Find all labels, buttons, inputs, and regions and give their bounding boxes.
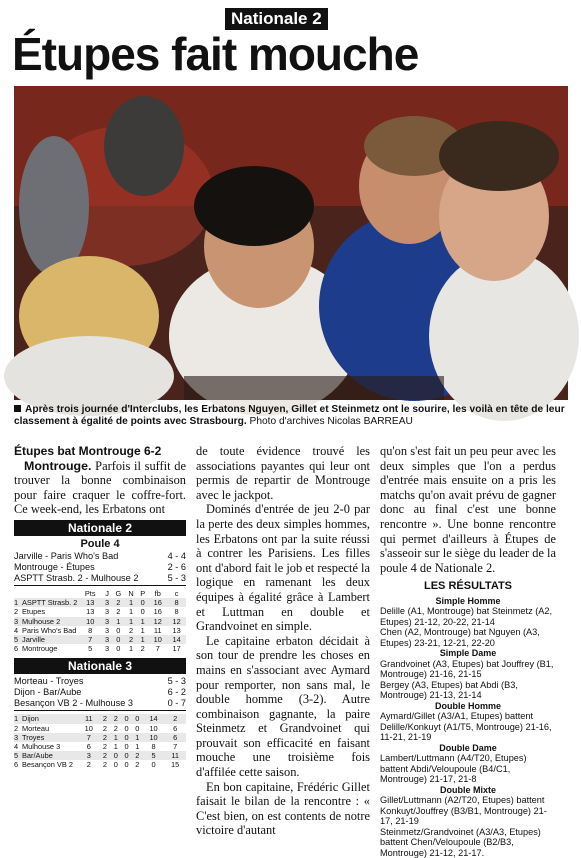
article-paragraph: Le capitaine erbaton décidait à son tour de prendre les choses en mains en s'associant avec Aymard pour remporter, non sans mal, le double homme (3-2). Autre combinaison gagnante, la paire Steinmetz et Grandvoinet qui prouvait son efficacité en faisant mouche une troisième fois d'affilée cette saison. <box>196 633 370 780</box>
match-result: Chen (A2, Montrouge) bat Nguyen (A3, Etupes) 23-21, 12-21, 22-20 <box>380 627 540 648</box>
section-bar-n3: Nationale 3 <box>14 658 186 674</box>
article-paragraph: qu'on s'est fait un peu peur avec les deux simples que l'on a perdus d'entrée mais ensuite on a pris les matchs qu'on avait prévu de gagner donc au final c'est une bonne rencontre ». Une bonne rencontre qui permet d'ailleurs à Étupes de s'asseoir sur le siège du leader de la poule 4 de Nationale 2. <box>380 444 556 575</box>
match-result: Grandvoinet (A3, Etupes) bat Jouffrey (B1, Montrouge) 21-16, 21-15 <box>380 658 554 680</box>
results-box-title: LES RÉSULTATS <box>424 580 512 593</box>
table-row: 1 Dijon 11 2 2 0 0 14 2 <box>14 714 186 723</box>
article-subhead: Étupes bat Montrouge 6-2 <box>14 444 162 458</box>
result-row: Montrouge - Étupes 2 - 6 <box>14 561 186 572</box>
article-paragraph: En bon capitaine, Frédéric Gillet faisait le bilan de la rencontre : « C'est bien, on est contents de notre victoire d'autant <box>196 779 370 838</box>
caption-text: Après trois journée d'Interclubs, les Erbatons Nguyen, Gillet et Steinmetz ont le sourire, les voilà en tête de leur classement à égalité de points avec Strasbourg. <box>14 404 565 427</box>
n3-results <box>14 676 186 709</box>
table-row: 5 Bar/Aube 3 2 0 0 2 5 11 <box>14 751 186 760</box>
table-row: 6 Besançon VB 2 2 2 0 0 2 0 15 <box>14 760 180 770</box>
table-row: 3 Mulhouse 2 10 3 1 1 1 12 12 <box>14 617 186 626</box>
article-column-3 <box>380 444 556 858</box>
result-row: ASPTT Strasb. 2 - Mulhouse 2 5 - 3 <box>14 572 186 583</box>
article-column-1 <box>14 444 186 770</box>
result-row: Dijon - Bar/Aube 6 - 2 <box>14 687 186 698</box>
n2-results <box>14 551 186 584</box>
table-row: 2 Morteau 10 2 2 0 0 10 6 <box>14 723 178 733</box>
page-title: Étupes fait mouche <box>12 28 419 80</box>
article-column-2 <box>196 444 370 838</box>
photo-caption <box>14 404 570 428</box>
caption-bullet-icon <box>14 405 21 412</box>
divider <box>14 585 186 586</box>
result-row: Besançon VB 2 - Mulhouse 3 0 - 7 <box>14 698 186 709</box>
n3-standings-table <box>14 714 186 769</box>
article-dateline: Montrouge. <box>24 458 92 473</box>
photo-credit: Photo d'archives Nicolas BARREAU <box>249 416 413 427</box>
table-row: 1 ASPTT Strasb. 2 13 3 2 1 0 16 8 <box>14 598 186 607</box>
result-category: Double Mixte <box>439 784 496 795</box>
table-row: 4 Paris Who's Bad 8 3 0 2 1 11 13 <box>14 625 181 635</box>
table-row: 6 Montrouge 5 3 0 1 2 7 17 <box>14 644 181 654</box>
result-category: Double Homme <box>434 700 501 711</box>
table-row: 3 Troyes 7 2 1 0 1 10 6 <box>14 733 186 742</box>
kicker-label: Nationale 2 <box>225 8 328 30</box>
article-text: Parfois il suffit de trouver la bonne combinaison pour faire craquer le coffre-fort. Ce week-end, les Erbatons ont <box>14 458 186 517</box>
poule-label: Poule 4 <box>80 537 120 550</box>
match-result: Aymard/Gillet (A3/A1, Etupes) battent Delille/Konkuyt (A1/T5, Montrouge) 21-16, 11-21, 21-19 <box>380 711 552 743</box>
n2-standings-table <box>14 589 186 653</box>
section-bar-n2: Nationale 2 <box>14 520 186 536</box>
results-box <box>380 596 556 858</box>
table-header-row: Pts J G N P fb c <box>84 588 179 598</box>
divider <box>14 710 186 711</box>
article-paragraph: de toute évidence trouvé les associations payantes qui leur ont permis de repartir de Montrouge avec le jackpot. <box>196 444 370 502</box>
table-row: 2 Etupes 13 3 2 1 0 16 8 <box>14 607 179 617</box>
result-category: Simple Homme <box>435 595 501 606</box>
table-row: 5 Jarville 7 3 0 2 1 10 14 <box>14 635 186 644</box>
match-result: Lambert/Luttmann (A4/T20, Etupes) battent Abdi/Veloupoule (B4/C1, Montrouge) 21-17, 21-8 <box>380 753 527 785</box>
match-result: Bergey (A3, Etupes) bat Abdi (B3, Montrouge) 21-13, 21-14 <box>380 679 518 701</box>
result-category: Double Dame <box>439 742 497 753</box>
article-paragraph: Dominés d'entrée de jeu 2-0 par la perte des deux simples hommes, les Erbatons ont par la suite réussi à contrer les Parisiens. Les filles ont d'abord fait le job et respecté la logique en ramenant les deux équipes à égalité grâce à Lambert et Luttman en double et Grandvoinet en simple. <box>196 502 370 634</box>
result-category: Simple Dame <box>439 648 497 659</box>
match-result: Gillet/Luttmann (A2/T20, Etupes) battent Konkuyt/Jouffrey (B3/B1, Montrouge) 21-17, 21-19 <box>380 795 547 827</box>
article-photo <box>14 86 568 400</box>
result-row: Jarville - Paris Who's Bad 4 - 4 <box>14 550 186 561</box>
article-paragraph <box>14 459 186 517</box>
table-row: 4 Mulhouse 3 6 2 1 0 1 8 7 <box>14 742 178 751</box>
result-row: Morteau - Troyes 5 - 3 <box>14 676 186 687</box>
match-result: Delille (A1, Montrouge) bat Steinmetz (A2, Etupes) 21-12, 20-22, 21-14 <box>380 606 553 627</box>
match-result: Steinmetz/Grandvoinet (A3/A3, Etupes) battent Chen/Veloupoule (B2/B3, Montrouge) 21-12, 21-17. <box>380 826 541 858</box>
